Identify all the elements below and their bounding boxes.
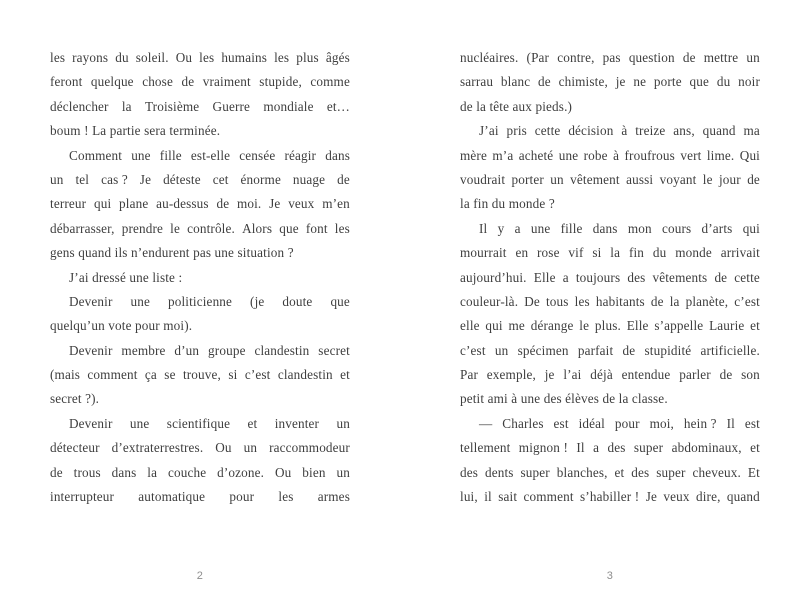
page-left <box>50 46 350 586</box>
text-line: tellement mignon ! Il a des super abdominaux, et <box>460 440 760 456</box>
text-line: Devenir une politicienne (je doute que <box>69 293 350 309</box>
text-line: mère m’a acheté une robe à froufrous vert lime. Qui <box>460 147 760 163</box>
text-line: Il y a une fille dans mon cours d’arts qui <box>479 220 760 236</box>
paragraph <box>460 412 760 510</box>
text-line: quelqu’un vote pour moi). <box>50 318 193 334</box>
text-line: mourrait en rose vif si la fin du monde arrivait <box>460 245 760 261</box>
text-line: lui, il sait comment s’habiller ! Je veux dire, quand <box>460 489 760 505</box>
page-left-text <box>50 46 350 509</box>
text-line: nucléaires. (Par contre, pas question de mettre un <box>460 50 760 65</box>
text-line: Devenir membre d’un groupe clandestin secret <box>69 342 350 358</box>
text-line: secret ?). <box>50 391 100 407</box>
text-line: débarrasser, prendre le contrôle. Alors que font les <box>50 220 350 236</box>
text-line: J’ai dressé une liste : <box>69 269 183 285</box>
text-line: petit ami à une des élèves de la classe. <box>460 391 668 407</box>
paragraph <box>50 290 350 339</box>
text-line: terreur qui plane au-dessus de moi. Je veux m’en <box>50 196 350 212</box>
text-line: Devenir une scientifique et inventer un <box>69 415 350 431</box>
text-line: (mais comment ça se trouve, si c’est clandestin et <box>50 367 350 383</box>
paragraph <box>50 46 350 144</box>
page-number-left: 2 <box>196 570 204 582</box>
text-line: J’ai pris cette décision à treize ans, quand ma <box>479 123 760 139</box>
paragraph <box>460 217 760 412</box>
paragraph <box>50 412 350 510</box>
text-line: c’est un spécimen parfait de stupidité artificielle. <box>460 342 760 358</box>
text-line: des dents super blanches, et des super cheveux. Et <box>460 464 760 480</box>
text-line: aujourd’hui. Elle a toujours des vêtements de cette <box>460 269 760 285</box>
text-line: Comment une fille est-elle censée réagir dans <box>69 147 350 163</box>
text-line: sarrau blanc de chimiste, je ne porte que du noir <box>460 74 760 90</box>
text-line: — Charles est idéal pour moi, hein ? Il est <box>479 415 760 431</box>
text-line: les rayons du soleil. Ou les humains les plus âgés <box>50 50 350 65</box>
text-line: interrupteur automatique pour les armes <box>50 489 350 505</box>
text-line: la fin du monde ? <box>460 196 555 212</box>
text-line: un tel cas ? Je déteste cet énorme nuage de <box>50 171 350 187</box>
text-line: elle qui me dérange le plus. Elle s’appelle Laurie et <box>460 318 760 334</box>
text-line: déclencher la Troisième Guerre mondiale et… <box>50 98 350 114</box>
page-number-right: 3 <box>606 570 614 582</box>
paragraph <box>50 144 350 266</box>
text-line: de trous dans la couche d’ozone. Ou bien un <box>50 464 350 480</box>
page-right <box>460 46 760 586</box>
text-line: de la tête aux pieds.) <box>460 98 573 114</box>
paragraph <box>460 119 760 217</box>
text-line: couleur-là. De tous les habitants de la planète, c’est <box>460 293 760 309</box>
paragraph <box>50 266 350 290</box>
paragraph <box>460 46 760 119</box>
text-line: Par exemple, je l’ai déjà entendue parler de son <box>460 367 760 383</box>
text-line: gens quand ils n’endurent pas une situation ? <box>50 245 294 261</box>
text-line: voudrait porter un vêtement aussi voyant le jour de <box>460 171 760 187</box>
text-line: détecteur d’extraterrestres. Ou un raccommodeur <box>50 440 350 456</box>
paragraph <box>50 339 350 412</box>
page-right-text <box>460 46 760 509</box>
text-line: boum ! La partie sera terminée. <box>50 123 221 139</box>
text-line: feront quelque chose de vraiment stupide, comme <box>50 74 350 90</box>
